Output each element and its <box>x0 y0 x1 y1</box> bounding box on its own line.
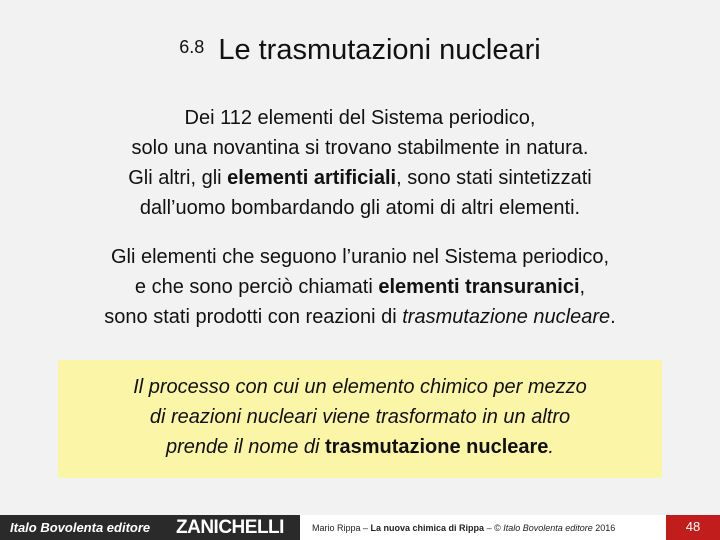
credit-book: La nuova chimica di Rippa <box>370 523 485 533</box>
term-nuclear-transmutation: trasmutazione nucleare <box>325 436 549 458</box>
title-text: Le trasmutazioni nucleari <box>218 34 541 66</box>
p1-line3-post: , sono stati sintetizzati <box>396 167 592 189</box>
term-transuranic-elements: elementi transuranici <box>378 276 580 298</box>
p2-line2 <box>20 272 700 302</box>
def-line3-post: . <box>548 436 554 458</box>
def-line2: di reazioni nucleari viene trasformato in un altro <box>149 406 571 428</box>
p2-line3 <box>20 302 700 332</box>
p1-line4: dall’uomo bombardando gli atomi di altri elementi. <box>139 197 581 219</box>
footer-bar <box>0 515 720 540</box>
p2-line3-pre: sono stati prodotti con reazioni di <box>104 306 403 328</box>
publisher-logo: Italo Bovolenta editore <box>10 520 151 535</box>
term-artificial-elements: elementi artificiali <box>227 167 397 189</box>
footer-logo-area <box>0 515 300 540</box>
p2-line2-post: , <box>579 276 586 298</box>
definition-box <box>58 360 662 478</box>
p1-line3 <box>20 163 700 193</box>
footer-credit <box>312 523 615 533</box>
slide-title <box>0 34 720 67</box>
credit-author: Mario Rippa – <box>312 523 371 533</box>
section-number: 6.8 <box>179 37 205 57</box>
paragraph-artificial-elements <box>20 103 700 223</box>
p1-line3-pre: Gli altri, gli <box>128 167 228 189</box>
def-line3-pre: prende il nome di <box>166 436 325 458</box>
p2-line2-pre: e che sono perciò chiamati <box>134 276 379 298</box>
p2-line3-post: . <box>610 306 616 328</box>
p2-line1: Gli elementi che seguono l’uranio nel Sistema periodico, <box>110 246 610 268</box>
p1-line1: Dei 112 elementi del Sistema periodico, <box>184 107 536 129</box>
paragraph-transuranic-elements <box>20 242 700 332</box>
def-line3 <box>58 432 662 462</box>
p1-line2: solo una novantina si trovano stabilmente in natura. <box>131 137 589 159</box>
def-line1: Il processo con cui un elemento chimico per mezzo <box>133 376 587 398</box>
brand-logo: ZANICHELLI <box>176 517 284 538</box>
credit-year: 2016 <box>592 523 616 533</box>
credit-publisher: Italo Bovolenta editore <box>503 523 593 533</box>
page-number: 48 <box>685 519 701 534</box>
term-nuclear-transmutation-italic: trasmutazione nucleare <box>402 306 611 328</box>
credit-sep: – © <box>484 523 504 533</box>
